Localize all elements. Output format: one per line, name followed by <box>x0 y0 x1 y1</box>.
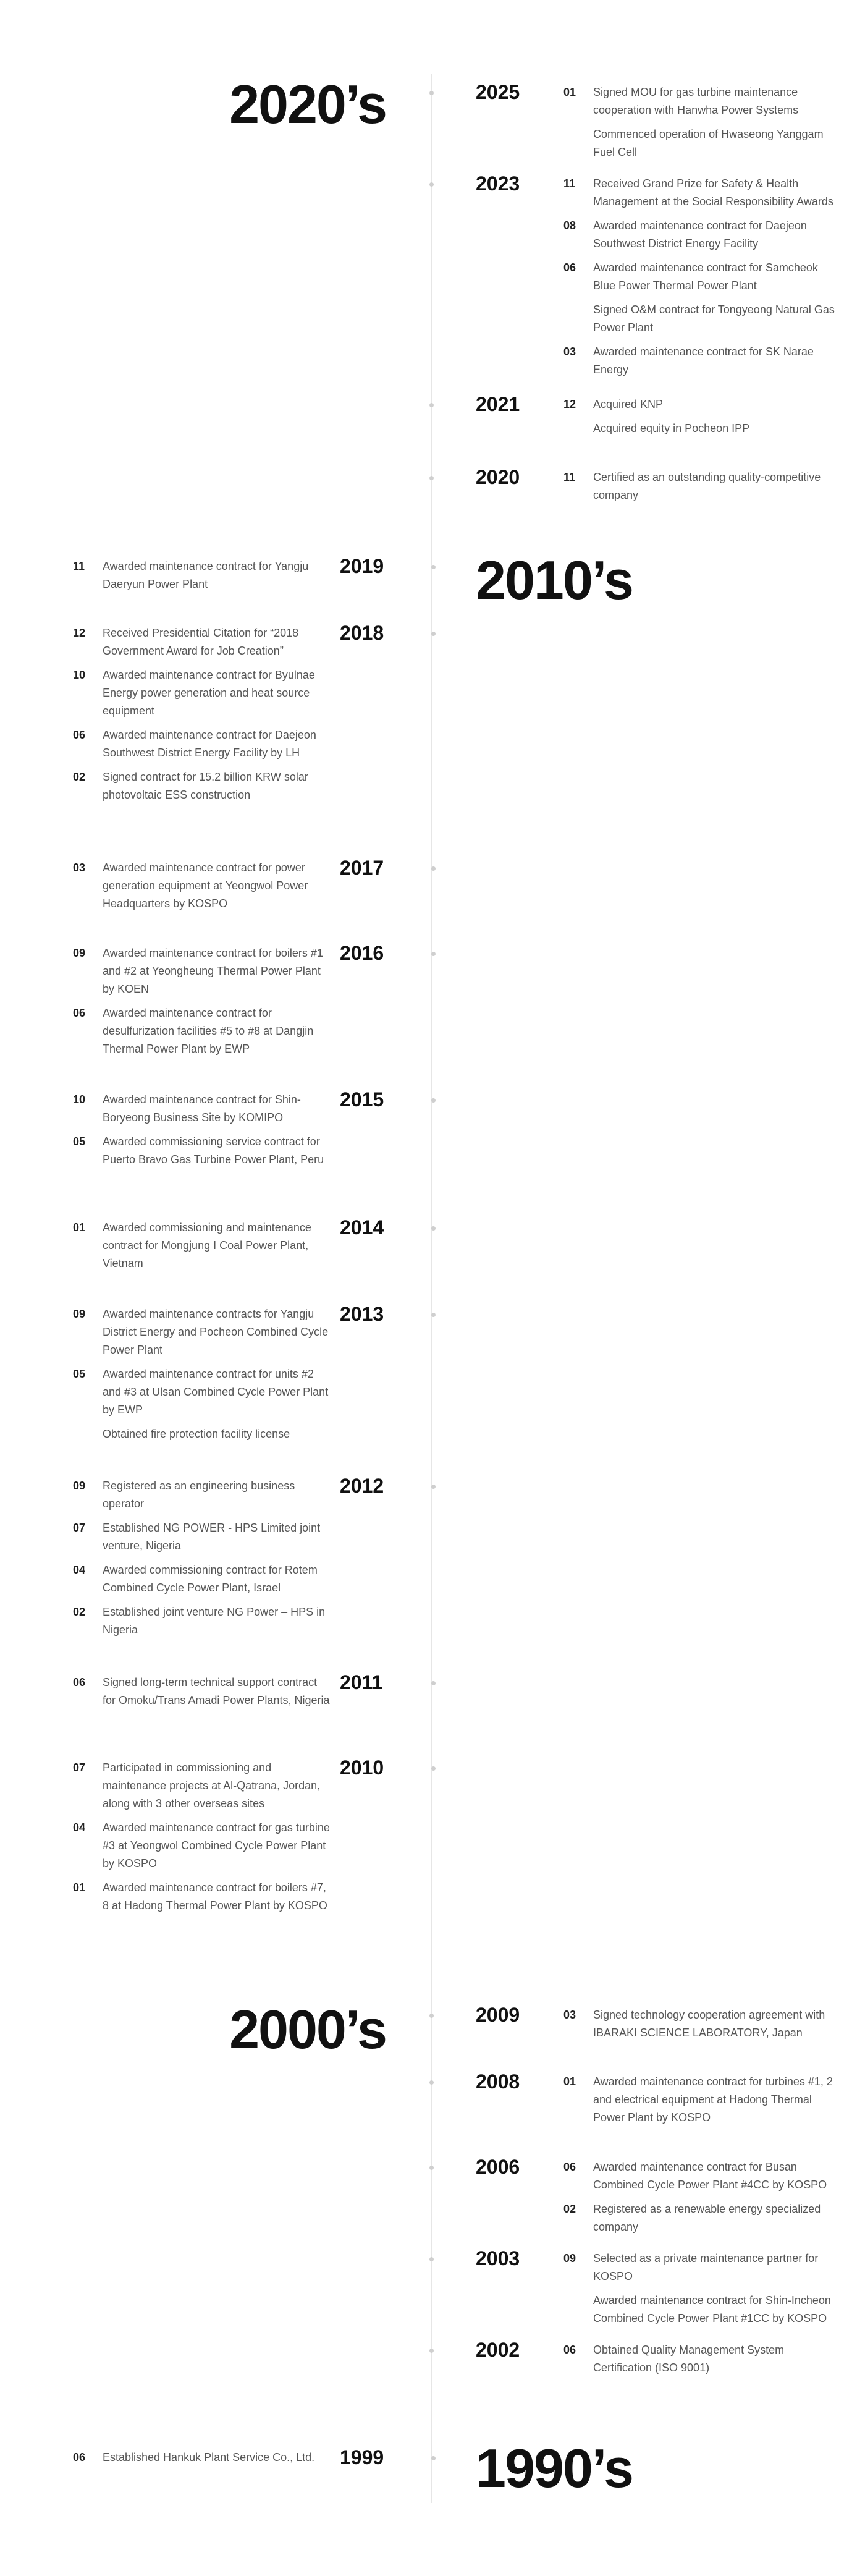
event-text: Awarded maintenance contract for turbines #1, 2 and electrical equipment at Hadong Thermal Power Plant by KOSPO <box>593 2075 833 2124</box>
event-text: Awarded maintenance contracts for Yangju District Energy and Pocheon Combined Cycle Power Plant <box>103 1308 329 1356</box>
event-item <box>73 1759 332 1813</box>
year-label: 2023 <box>476 172 520 195</box>
event-text: Awarded commissioning contract for Rotem Combined Cycle Power Plant, Israel <box>103 1564 318 1594</box>
timeline-dot <box>431 1681 436 1685</box>
event-text: Established joint venture NG Power – HPS in Nigeria <box>103 1606 326 1636</box>
event-month: 06 <box>563 2161 576 2173</box>
event-month: 06 <box>73 729 86 741</box>
year-label: 2008 <box>476 2070 520 2093</box>
event-list <box>563 2073 842 2133</box>
timeline-dot <box>431 1226 436 1231</box>
event-month: 11 <box>563 177 576 190</box>
event-text: Signed O&M contract for Tongyeong Natural Gas Power Plant <box>593 303 835 334</box>
event-list <box>73 624 332 810</box>
event-item <box>73 1133 332 1169</box>
event-month: 06 <box>73 1676 86 1688</box>
year-label: 2018 <box>340 622 384 644</box>
timeline-dot <box>429 2257 434 2261</box>
year-label: 2013 <box>340 1303 384 1325</box>
timeline-dot <box>429 2166 434 2170</box>
event-item <box>563 83 842 119</box>
timeline-dot <box>429 476 434 480</box>
event-item <box>73 1425 332 1443</box>
event-text: Certified as an outstanding quality-competitive company <box>593 471 821 501</box>
event-item <box>73 1603 332 1639</box>
event-item <box>563 2006 842 2042</box>
event-item <box>73 1219 332 1273</box>
year-label: 2021 <box>476 393 520 415</box>
timeline-dot <box>431 1485 436 1489</box>
event-month: 09 <box>73 1308 86 1320</box>
event-item <box>563 396 842 413</box>
event-list <box>563 2250 842 2334</box>
year-label: 2003 <box>476 2247 520 2269</box>
event-text: Received Presidential Citation for “2018 Government Award for Job Creation” <box>103 627 299 657</box>
year-label: 2010 <box>340 1756 384 1779</box>
event-item <box>73 2449 332 2467</box>
event-item <box>563 259 842 295</box>
event-text: Registered as an engineering business operator <box>103 1480 295 1510</box>
event-text: Awarded maintenance contract for Shin-Boryeong Business Site by KOMIPO <box>103 1093 301 1124</box>
event-list <box>73 1305 332 1449</box>
event-text: Commenced operation of Hwaseong Yanggam Fuel Cell <box>593 128 824 158</box>
timeline-dot <box>431 1313 436 1317</box>
timeline-dot <box>429 403 434 407</box>
year-label: 1999 <box>340 2446 384 2468</box>
event-item <box>563 2292 842 2328</box>
event-item <box>73 1519 332 1555</box>
event-list <box>73 1674 332 1716</box>
event-month: 10 <box>73 669 86 681</box>
timeline-dot <box>429 2014 434 2018</box>
event-item <box>563 2158 842 2194</box>
event-item <box>563 420 842 438</box>
event-item <box>73 1004 332 1058</box>
event-item <box>73 859 332 913</box>
timeline-dot <box>431 632 436 636</box>
event-list <box>73 2449 332 2473</box>
decade-heading-2010s: 2010’s <box>476 549 633 611</box>
event-month: 01 <box>563 86 576 98</box>
event-item <box>73 666 332 720</box>
event-text: Awarded maintenance contract for Shin-Incheon Combined Cycle Power Plant #1CC by KOSPO <box>593 2294 831 2324</box>
event-item <box>73 1477 332 1513</box>
event-text: Awarded maintenance contract for boilers #7, 8 at Hadong Thermal Power Plant by KOSPO <box>103 1881 327 1912</box>
event-month: 03 <box>563 2009 576 2021</box>
event-text: Awarded maintenance contract for Busan Combined Cycle Power Plant #4CC by KOSPO <box>593 2161 827 2191</box>
event-list <box>73 1477 332 1645</box>
event-item <box>563 301 842 337</box>
event-list <box>563 2006 842 2048</box>
event-month: 06 <box>73 1007 86 1019</box>
year-label: 2002 <box>476 2339 520 2361</box>
event-item <box>73 726 332 762</box>
event-month: 08 <box>563 219 576 232</box>
event-text: Signed contract for 15.2 billion KRW solar photovoltaic ESS construction <box>103 771 308 801</box>
event-item <box>563 2200 842 2236</box>
year-label: 2009 <box>476 2004 520 2026</box>
year-label: 2016 <box>340 942 384 964</box>
event-text: Awarded maintenance contract for gas turbine #3 at Yeongwol Combined Cycle Power Plant by KOSPO <box>103 1821 330 1870</box>
event-list <box>73 859 332 919</box>
event-item <box>563 468 842 504</box>
event-month: 09 <box>73 1480 86 1492</box>
event-month: 12 <box>73 627 86 639</box>
timeline-dot <box>429 91 434 95</box>
event-item <box>73 1879 332 1915</box>
year-label: 2019 <box>340 555 384 577</box>
event-item <box>563 2250 842 2286</box>
event-month: 06 <box>563 261 576 274</box>
event-item <box>73 557 332 593</box>
event-text: Awarded maintenance contract for units #2 and #3 at Ulsan Combined Cycle Power Plant by EWP <box>103 1368 329 1416</box>
event-text: Awarded commissioning and maintenance contract for Mongjung I Coal Power Plant, Vietnam <box>103 1221 311 1269</box>
event-item <box>563 217 842 253</box>
event-list <box>563 175 842 385</box>
event-list <box>563 83 842 167</box>
event-month: 04 <box>73 1821 86 1834</box>
timeline-dot <box>431 952 436 956</box>
year-label: 2015 <box>340 1088 384 1111</box>
event-month: 10 <box>73 1093 86 1106</box>
event-text: Obtained fire protection facility license <box>103 1428 290 1440</box>
timeline-dot <box>431 2456 436 2460</box>
event-text: Obtained Quality Management System Certification (ISO 9001) <box>593 2344 785 2374</box>
decade-heading-2020s: 2020’s <box>229 74 386 135</box>
event-text: Signed technology cooperation agreement with IBARAKI SCIENCE LABORATORY, Japan <box>593 2009 825 2039</box>
event-month: 07 <box>73 1761 86 1774</box>
year-label: 2025 <box>476 81 520 103</box>
timeline-dot <box>429 2349 434 2353</box>
event-text: Participated in commissioning and maintenance projects at Al-Qatrana, Jordan, along with 3 other overseas sites <box>103 1761 321 1810</box>
year-label: 2011 <box>340 1671 383 1693</box>
event-month: 06 <box>73 2451 86 2464</box>
timeline-dot <box>431 866 436 871</box>
event-text: Registered as a renewable energy specialized company <box>593 2203 821 2233</box>
timeline-dot <box>431 1098 436 1103</box>
event-list <box>73 1759 332 1921</box>
event-list <box>73 557 332 600</box>
year-label: 2012 <box>340 1475 384 1497</box>
event-month: 09 <box>563 2252 576 2265</box>
timeline-dot <box>429 182 434 187</box>
event-text: Signed MOU for gas turbine maintenance cooperation with Hanwha Power Systems <box>593 86 799 116</box>
event-text: Awarded maintenance contract for Samcheok Blue Power Thermal Power Plant <box>593 261 818 292</box>
event-item <box>73 1305 332 1359</box>
event-month: 03 <box>73 862 86 874</box>
event-text: Awarded maintenance contract for SK Narae Energy <box>593 345 814 376</box>
event-text: Signed long-term technical support contract for Omoku/Trans Amadi Power Plants, Nigeria <box>103 1676 330 1706</box>
event-item <box>563 2073 842 2127</box>
event-month: 02 <box>563 2203 576 2215</box>
event-text: Established Hankuk Plant Service Co., Ltd. <box>103 2451 315 2464</box>
event-list <box>563 396 842 444</box>
event-item <box>563 125 842 161</box>
event-text: Established NG POWER - HPS Limited joint venture, Nigeria <box>103 1522 321 1552</box>
event-text: Awarded maintenance contract for boilers #1 and #2 at Yeongheung Thermal Power Plant by KOEN <box>103 947 323 995</box>
event-month: 03 <box>563 345 576 358</box>
event-list <box>73 1091 332 1175</box>
event-text: Awarded maintenance contract for Daejeon Southwest District Energy Facility by LH <box>103 729 316 759</box>
event-month: 01 <box>73 1221 86 1234</box>
event-item <box>73 1819 332 1873</box>
event-text: Awarded maintenance contract for Yangju Daeryun Power Plant <box>103 560 309 590</box>
event-text: Acquired equity in Pocheon IPP <box>593 422 750 434</box>
event-month: 04 <box>73 1564 86 1576</box>
event-item <box>563 175 842 211</box>
event-list <box>73 944 332 1064</box>
event-list <box>563 2158 842 2242</box>
event-month: 05 <box>73 1368 86 1380</box>
event-list <box>563 468 842 511</box>
event-list <box>563 2341 842 2383</box>
event-month: 11 <box>563 471 576 483</box>
event-item <box>73 1674 332 1710</box>
year-label: 2014 <box>340 1216 384 1239</box>
year-label: 2017 <box>340 857 384 879</box>
event-text: Selected as a private maintenance partner for KOSPO <box>593 2252 819 2282</box>
event-text: Awarded maintenance contract for power generation equipment at Yeongwol Power Headquarters by KOSPO <box>103 862 308 910</box>
event-item <box>73 1091 332 1127</box>
year-label: 2020 <box>476 466 520 488</box>
event-item <box>563 343 842 379</box>
event-item <box>73 624 332 660</box>
event-month: 06 <box>563 2344 576 2356</box>
event-month: 01 <box>563 2075 576 2088</box>
event-text: Received Grand Prize for Safety & Health Management at the Social Responsibility Awards <box>593 177 833 208</box>
event-text: Awarded commissioning service contract for Puerto Bravo Gas Turbine Power Plant, Peru <box>103 1135 324 1166</box>
timeline-axis <box>431 74 432 2503</box>
timeline-dot <box>429 2080 434 2085</box>
event-month: 09 <box>73 947 86 959</box>
event-month: 01 <box>73 1881 86 1894</box>
event-month: 05 <box>73 1135 86 1148</box>
decade-heading-2000s: 2000’s <box>229 1999 386 2060</box>
event-month: 12 <box>563 398 576 410</box>
decade-heading-1990s: 1990’s <box>476 2438 633 2499</box>
event-item <box>73 1365 332 1419</box>
event-item <box>73 1561 332 1597</box>
timeline-dot <box>431 1766 436 1771</box>
event-text: Awarded maintenance contract for Daejeon Southwest District Energy Facility <box>593 219 807 250</box>
event-text: Acquired KNP <box>593 398 664 410</box>
event-item <box>73 768 332 804</box>
event-item <box>563 2341 842 2377</box>
event-item <box>73 944 332 998</box>
timeline-dot <box>431 565 436 569</box>
event-list <box>73 1219 332 1279</box>
year-label: 2006 <box>476 2156 520 2178</box>
event-month: 11 <box>73 560 85 572</box>
event-text: Awarded maintenance contract for Byulnae Energy power generation and heat source equipment <box>103 669 315 717</box>
event-text: Awarded maintenance contract for desulfurization facilities #5 to #8 at Dangjin Thermal Power Plant by EWP <box>103 1007 314 1055</box>
event-month: 02 <box>73 771 86 783</box>
event-month: 02 <box>73 1606 86 1618</box>
event-month: 07 <box>73 1522 86 1534</box>
